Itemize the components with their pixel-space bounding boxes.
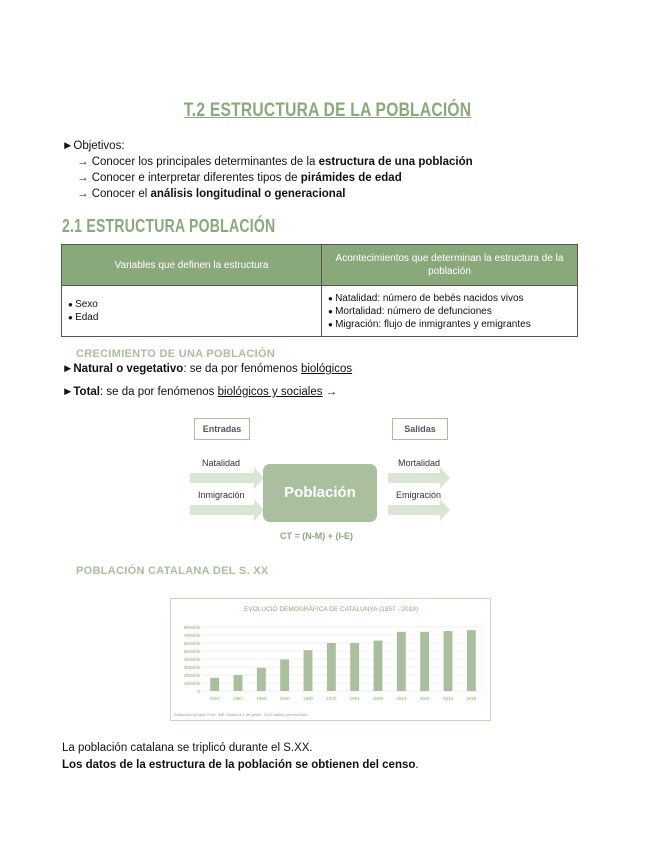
objective-item: → Conocer los principales determinantes de la estructura de una población: [77, 156, 473, 168]
objectives-header: ►Objetivos:: [62, 140, 125, 152]
chart-frame: [170, 598, 491, 721]
x-tick-label: 1940: [279, 696, 290, 701]
population-box: Población: [263, 464, 377, 522]
y-tick-label: 5000000: [183, 648, 200, 654]
x-tick-label: 2016: [442, 696, 454, 701]
page-title: T.2 ESTRUCTURA DE LA POBLACIÓN: [183, 100, 472, 121]
table-header: Variables que definen la estructura: [62, 245, 322, 286]
outputs-header: Salidas: [392, 418, 448, 440]
y-tick-label: 2000000: [183, 672, 200, 678]
y-tick-label: 0: [197, 688, 200, 694]
y-tick-label: 7000000: [183, 632, 200, 638]
chart-bar: [304, 650, 313, 691]
list-item: ● Migración: flujo de inmigrantes y emigrantes: [328, 318, 571, 331]
inputs-header: Entradas: [194, 418, 250, 440]
in-label-natalidad: Natalidad: [202, 458, 241, 468]
closing-line-1: La población catalana se triplicó durante el S.XX.: [62, 742, 313, 754]
y-tick-label: 4000000: [183, 656, 200, 662]
growth-formula: CT = (N-M) + (I-E): [280, 531, 353, 541]
list-item: ● Natalidad: número de bebés nacidos vivos: [328, 292, 571, 305]
section-heading: 2.1 ESTRUCTURA POBLACIÓN: [62, 216, 276, 236]
list-item: ● Edad: [68, 311, 315, 324]
x-tick-label: 2000: [372, 696, 384, 701]
y-tick-label: 8000000: [183, 624, 200, 630]
table-cell: [62, 286, 322, 337]
list-item: ● Sexo: [68, 298, 315, 311]
objectives: [62, 138, 473, 202]
total-growth: ►Total: se da por fenómenos biológicos y sociales →: [62, 386, 338, 398]
chart-footnote: Elaboració pròpia. Font: INE. Dades a 1 de gener, 2019 dades provisionals.: [174, 712, 308, 717]
x-tick-label: 2019: [466, 696, 477, 701]
in-label-inmigracion: Inmigración: [198, 490, 245, 500]
closing-line-2: Los datos de la estructura de la población se obtienen del censo.: [62, 759, 419, 771]
population-chart: [171, 599, 490, 720]
chart-bar: [467, 630, 476, 691]
y-tick-label: 3000000: [183, 664, 200, 670]
x-tick-label: 1900: [256, 696, 267, 701]
x-tick-label: 2015: [419, 696, 430, 701]
structure-table: [61, 244, 578, 337]
chart-bar: [350, 643, 359, 691]
y-tick-label: 1000000: [183, 680, 200, 686]
chart-bar: [397, 632, 406, 691]
growth-heading: CRECIMIENTO DE UNA POBLACIÓN: [76, 348, 276, 360]
x-tick-label: 1970: [326, 696, 337, 701]
chart-bar: [444, 631, 453, 691]
x-tick-label: 1960: [302, 696, 314, 701]
x-tick-label: 2010: [396, 696, 407, 701]
x-tick-label: 1981: [349, 696, 360, 701]
chart-bar: [210, 678, 219, 691]
chart-bar: [327, 643, 336, 691]
out-label-emigracion: Emigración: [396, 490, 442, 500]
objective-item: → Conocer e interpretar diferentes tipos de pirámides de edad: [77, 172, 402, 184]
out-label-mortalidad: Mortalidad: [398, 458, 441, 468]
y-tick-label: 6000000: [183, 640, 200, 646]
table-header: Acontecimientos que determinan la estructura de la población: [322, 245, 578, 286]
chart-bar: [234, 675, 243, 691]
chart-bar: [420, 632, 429, 691]
catalan-heading: POBLACIÓN CATALANA DEL S. XX: [76, 565, 269, 577]
x-tick-label: 1887: [232, 696, 244, 701]
arrow-icon: [190, 473, 254, 483]
x-tick-label: 1857: [209, 696, 220, 701]
arrow-icon: [190, 505, 254, 515]
chart-bar: [374, 641, 383, 691]
list-item: ● Mortalidad: número de defunciones: [328, 305, 571, 318]
arrow-icon: [388, 505, 440, 515]
chart-bar: [280, 659, 289, 691]
natural-growth: ►Natural o vegetativo: se da por fenómenos biológicos: [62, 363, 353, 375]
objective-item: → Conocer el análisis longitudinal o generacional: [77, 188, 346, 200]
chart-bar: [257, 668, 266, 691]
chart-title: EVOLUCIÓ DEMOGRÀFICA DE CATALUNYA (1857 - 2019): [243, 606, 419, 613]
table-cell: [322, 286, 578, 337]
arrow-icon: [388, 473, 440, 483]
